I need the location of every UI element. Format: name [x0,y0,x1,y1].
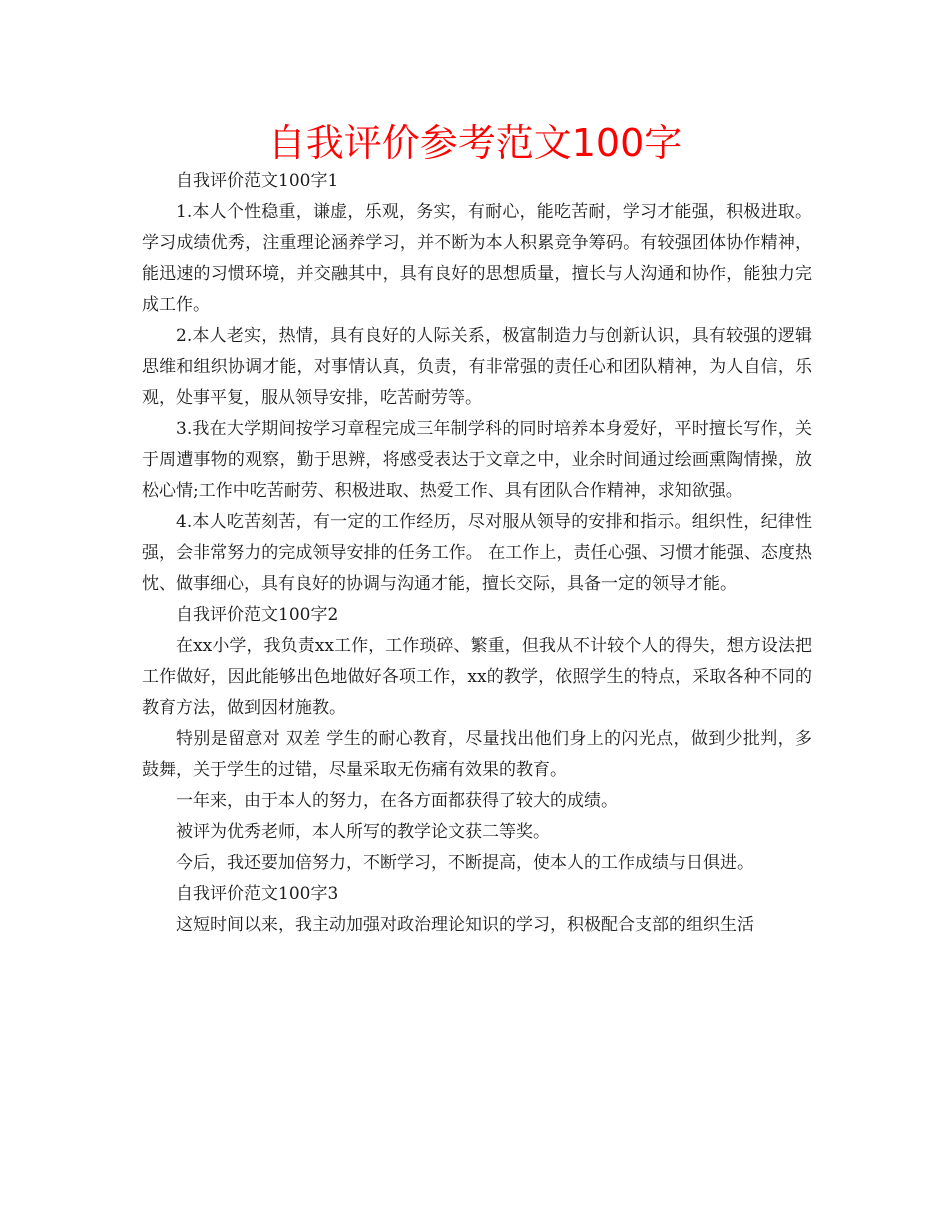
paragraph: 3.我在大学期间按学习章程完成三年制学科的同时培养本身爱好，平时擅长写作，关于周遭事物的观察，勤于思辨，将感受表达于文章之中，业余时间通过绘画熏陶情操，放松心情;工作中吃苦耐劳、积极进取、热爱工作、具有团队合作精神，求知欲强。 [142,419,812,501]
page-title: 自我评价参考范文100字 [267,121,683,165]
paragraph: 2.本人老实，热情，具有良好的人际关系，极富制造力与创新认识，具有较强的逻辑思维和组织协调才能，对事情认真，负责，有非常强的责任心和团队精神，为人自信，乐观，处事平复，服从领导安排，吃苦耐劳等。 [142,326,812,408]
document-body [142,166,812,941]
section-heading-1: 自我评价范文100字1 [176,171,339,191]
paragraph: 今后，我还要加倍努力，不断学习，不断提高，使本人的工作成绩与日俱进。 [176,853,754,873]
paragraph: 一年来，由于本人的努力，在各方面都获得了较大的成绩。 [176,791,618,811]
paragraph: 被评为优秀老师，本人所写的教学论文获二等奖。 [176,822,550,842]
paragraph: 1.本人个性稳重，谦虚，乐观，务实，有耐心，能吃苦耐，学习才能强，积极进取。学习成绩优秀，注重理论涵养学习，并不断为本人积累竞争筹码。有较强团体协作精神，能迅速的习惯环境，并交融其中，具有良好的思想质量，擅长与人沟通和协作，能独力完成工作。 [142,202,812,315]
paragraph: 特别是留意对 双差 学生的耐心教育，尽量找出他们身上的闪光点，做到少批判，多鼓舞，关于学生的过错，尽量采取无伤痛有效果的教育。 [142,729,812,780]
paragraph: 这短时间以来，我主动加强对政治理论知识的学习，积极配合支部的组织生活 [176,915,754,935]
paragraph: 在xx小学，我负责xx工作，工作琐碎、繁重，但我从不计较个人的得失，想方设法把工作做好，因此能够出色地做好各项工作，xx的教学，依照学生的特点，采取各种不同的教育方法，做到因材施教。 [142,636,812,718]
paragraph: 4.本人吃苦刻苦，有一定的工作经历，尽对服从领导的安排和指示。组织性，纪律性强，会非常努力的完成领导安排的任务工作。 在工作上，责任心强、习惯才能强、态度热忱、做事细心，具有良好的协调与沟通才能，擅长交际，具备一定的领导才能。 [142,512,812,594]
section-heading-3: 自我评价范文100字3 [176,884,339,904]
section-heading-2: 自我评价范文100字2 [176,605,339,625]
